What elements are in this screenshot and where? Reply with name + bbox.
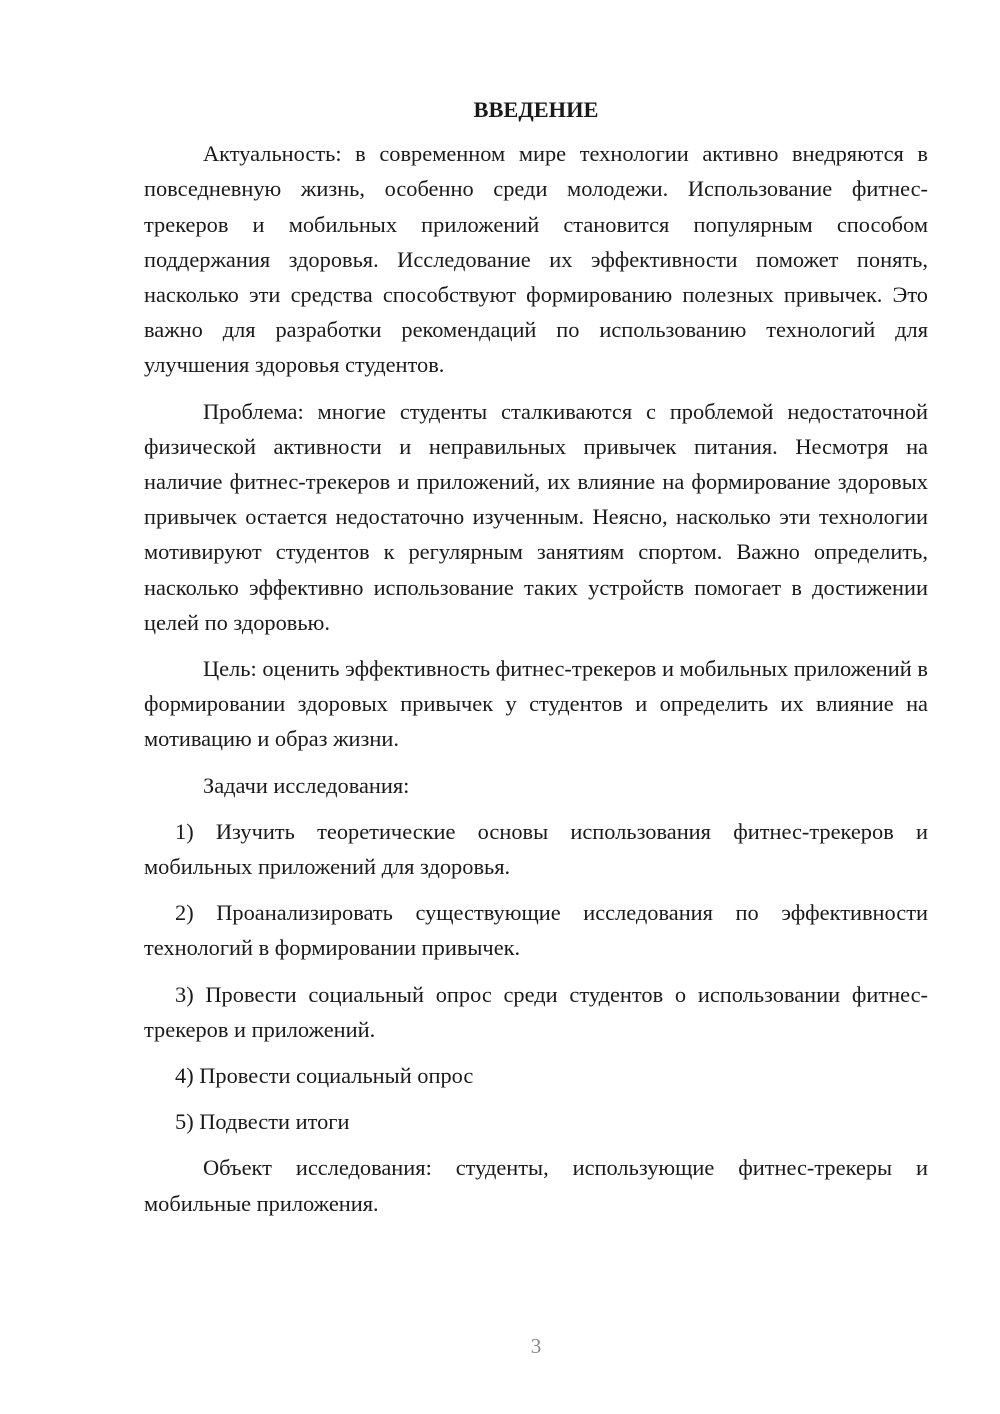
task-item-1: 1) Изучить теоретические основы использования фитнес-трекеров и мобильных приложений для здоровья. [144, 818, 928, 880]
tasks-title: Задачи исследования: [203, 772, 410, 798]
page-number: 3 [530, 1334, 542, 1358]
section-heading: ВВЕДЕНИЕ [473, 97, 599, 122]
object-paragraph: Объект исследования: студенты, использующие фитнес-трекеры и мобильные приложения. [144, 1155, 928, 1216]
relevance-paragraph: Актуальность: в современном мире технологии активно внедряются в повседневную жизнь, особенно среди молодежи. Использование фитнес-трекеров и мобильных приложений становится популярным способом поддержания здоровья. Исследование их эффективности поможет понять, насколько эти средства способствуют формированию полезных привычек. Это важно для разработки рекомендаций по использованию технологий для улучшения здоровья студентов. [144, 141, 928, 378]
task-item-3: 3) Провести социальный опрос среди студентов о использовании фитнес-трекеров и приложений. [144, 981, 928, 1042]
task-item-2: 2) Проанализировать существующие исследования по эффективности технологий в формировании привычек. [144, 900, 928, 961]
task-item-4: 4) Провести социальный опрос [175, 1063, 474, 1089]
task-item-5: 5) Подвести итоги [175, 1109, 350, 1135]
document-body [144, 92, 928, 1221]
goal-paragraph: Цель: оценить эффективность фитнес-трекеров и мобильных приложений в формировании здоровых привычек у студентов и определить их влияние на мотивацию и образ жизни. [144, 656, 928, 752]
problem-paragraph: Проблема: многие студенты сталкиваются с проблемой недостаточной физической активности и неправильных привычек питания. Несмотря на наличие фитнес-трекеров и приложений, их влияние на формирование здоровых привычек остается недостаточно изученным. Неясно, насколько эти технологии мотивируют студентов к регулярным занятиям спортом. Важно определить, насколько эффективно использование таких устройств помогает в достижении целей по здоровью. [144, 398, 928, 635]
